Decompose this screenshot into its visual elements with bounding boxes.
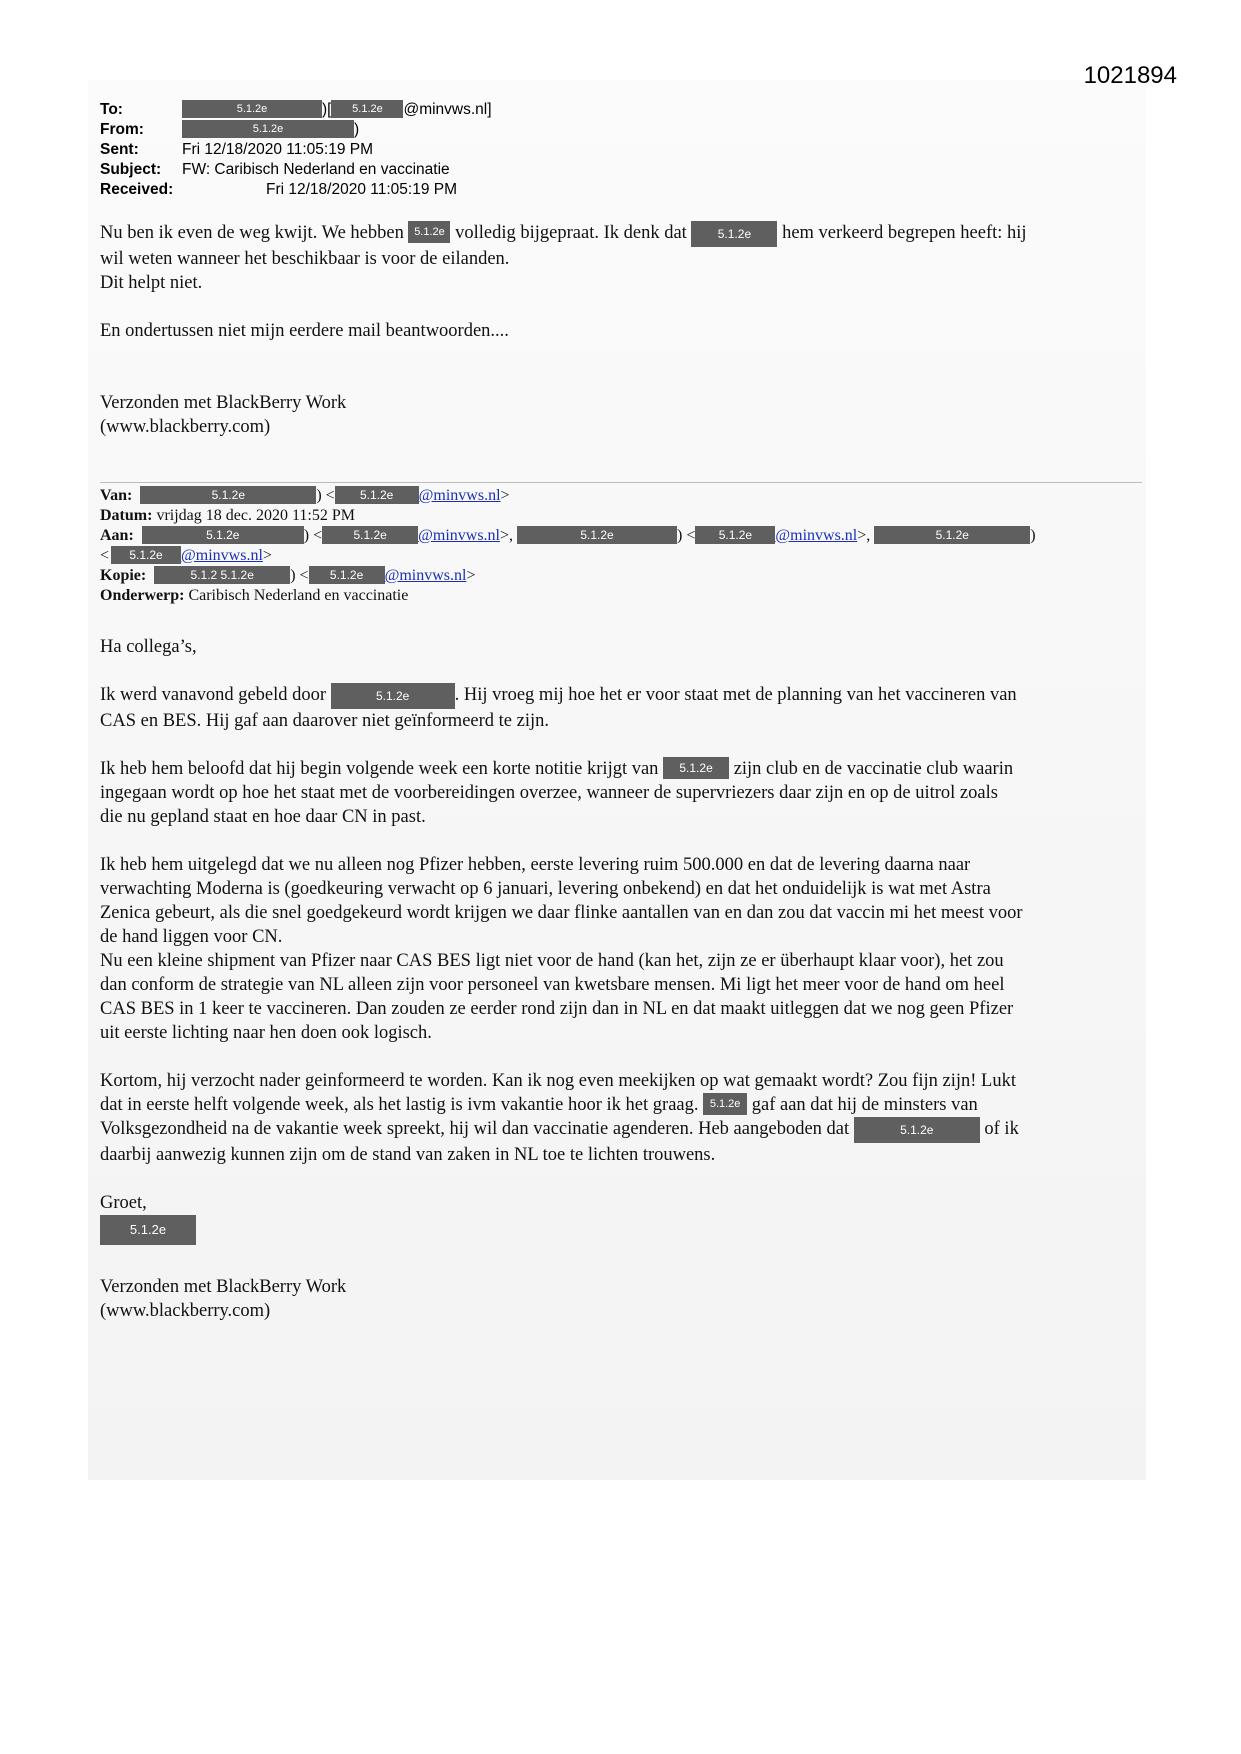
closing: Groet, bbox=[100, 1193, 147, 1213]
received-value: Fri 12/18/2020 11:05:19 PM bbox=[266, 181, 458, 198]
to-row bbox=[100, 100, 492, 120]
reply-line-3: Dit helpt niet. bbox=[100, 273, 203, 293]
redaction-box: 5.1.2e bbox=[663, 757, 729, 779]
redaction-box: 5.1.2e bbox=[331, 683, 455, 709]
redaction-box: 5.1.2e bbox=[408, 221, 450, 243]
reply-signature-2: (www.blackberry.com) bbox=[100, 417, 271, 437]
from-suffix: ) bbox=[354, 121, 360, 138]
redaction-box: 5.1.2e bbox=[111, 546, 181, 564]
received-row bbox=[100, 180, 492, 200]
paragraph-4-line-4: uit eerste lichting naar hen doen ook logisch. bbox=[100, 1023, 432, 1043]
redaction-box: 5.1.2e bbox=[182, 100, 322, 118]
paragraph-3-line-2: verwachting Moderna is (goedkeuring verwacht op 6 januari, levering onbekend) en dat het onduidelijk is wat met Astra bbox=[100, 879, 991, 899]
paragraph-3-line-3: Zenica gebeurt, als die snel goedgekeurd wordt krijgen we daar flinke aantallen van en dan zou dat vaccin mi het meest voor bbox=[100, 903, 1023, 923]
closing-signature bbox=[100, 1215, 1140, 1245]
datum-row: Datum: vrijdag 18 dec. 2020 11:52 PM bbox=[100, 507, 355, 524]
reply-body bbox=[100, 221, 1140, 439]
to-separator: )[ bbox=[322, 101, 332, 118]
redaction-box: 5.1.2e bbox=[517, 526, 677, 544]
paragraph-3-line-1: Ik heb hem uitgelegd dat we nu alleen nog Pfizer hebben, eerste levering ruim 500.000 en dat de levering daarna naar bbox=[100, 855, 971, 875]
email-link[interactable]: @minvws.nl bbox=[418, 487, 501, 504]
paragraph-4-line-3: CAS BES in 1 keer te vaccineren. Dan zouden ze eerder rond zijn dan in NL en dat maakt uitleggen dat we nog geen Pfizer bbox=[100, 999, 1014, 1019]
paragraph-3-line-4: de hand liggen voor CN. bbox=[100, 927, 283, 947]
subject-row bbox=[100, 160, 492, 180]
reply-line-1: Nu ben ik even de weg kwijt. We hebben 5.1.2e volledig bijgepraat. Ik denk dat 5.1.2e hem verkeerd begrepen heeft: hij bbox=[100, 221, 1140, 247]
received-label: Received: bbox=[100, 181, 174, 198]
email-link[interactable]: @minvws.nl bbox=[418, 527, 500, 544]
email-link[interactable]: @minvws.nl bbox=[384, 567, 467, 584]
body-signature-2: (www.blackberry.com) bbox=[100, 1301, 271, 1321]
paragraph-5-line-2: dat in eerste helft volgende week, als het lastig is ivm vakantie hoor ik het graag. 5.1.2e gaf aan dat hij de minsters van bbox=[100, 1095, 978, 1115]
paragraph-4-line-1: Nu een kleine shipment van Pfizer naar CAS BES ligt niet voor de hand (kan het, zijn ze er überhaupt klaar voor), het zou bbox=[100, 951, 1004, 971]
redaction-box: 5.1.2e bbox=[100, 1215, 196, 1245]
reply-line-4: En ondertussen niet mijn eerdere mail beantwoorden.... bbox=[100, 321, 509, 341]
sent-row bbox=[100, 140, 492, 160]
reply-line-2: wil weten wanneer het beschikbaar is voor de eilanden. bbox=[100, 249, 510, 269]
paragraph-1-line-2: CAS en BES. Hij gaf aan daarover niet geïnformeerd te zijn. bbox=[100, 711, 549, 731]
sent-value: Fri 12/18/2020 11:05:19 PM bbox=[182, 141, 374, 158]
aan-row: Aan: 5.1.2e ) < 5.1.2e @minvws.nl>, 5.1.2e ) < 5.1.2e @minvws.nl>, 5.1.2e ) bbox=[100, 527, 1036, 544]
subject-value: FW: Caribisch Nederland en vaccinatie bbox=[182, 161, 450, 178]
paragraph-4-line-2: dan conform de strategie van NL alleen zijn voor personeel van kwetsbare mensen. Mi ligt het meer voor de hand om heel bbox=[100, 975, 1005, 995]
paragraph-2-line-3: die nu gepland staat en hoe daar CN in past. bbox=[100, 807, 426, 827]
redaction-box: 5.1.2e bbox=[309, 566, 385, 584]
redaction-box: 5.1.2e bbox=[142, 526, 304, 544]
from-label: From: bbox=[100, 121, 144, 138]
from-row bbox=[100, 120, 492, 140]
email-link[interactable]: @minvws.nl bbox=[181, 547, 263, 564]
sent-label: Sent: bbox=[100, 141, 139, 158]
body-signature-1: Verzonden met BlackBerry Work bbox=[100, 1277, 347, 1297]
greeting: Ha collega’s, bbox=[100, 637, 197, 657]
paragraph-5-line-3: Volksgezondheid na de vakantie week spreekt, hij wil dan vaccinatie agenderen. Heb aangeboden dat 5.1.2e of ik bbox=[100, 1117, 1140, 1143]
onderwerp-row: Onderwerp: Caribisch Nederland en vaccinatie bbox=[100, 587, 409, 604]
forward-divider bbox=[100, 482, 1142, 483]
reply-signature-1: Verzonden met BlackBerry Work bbox=[100, 393, 347, 413]
redaction-box: 5.1.2e bbox=[140, 486, 316, 504]
paragraph-5-line-4: daarbij aanwezig kunnen zijn om de stand van zaken in NL toe te lichten trouwens. bbox=[100, 1145, 716, 1165]
redaction-box: 5.1.2e bbox=[335, 486, 419, 504]
document-number: 1021894 bbox=[1083, 62, 1177, 89]
redaction-box: 5.1.2e bbox=[874, 526, 1030, 544]
paragraph-2-line-2: ingegaan wordt op hoe het staat met de voorbereidingen overzee, wanneer de supervriezers daar zijn en op de uitrol zoals bbox=[100, 783, 998, 803]
redaction-box: 5.1.2e bbox=[854, 1117, 980, 1143]
redaction-box: 5.1.2e bbox=[182, 120, 354, 138]
redaction-box: 5.1.2 5.1.2e bbox=[154, 566, 290, 584]
email-link[interactable]: @minvws.nl bbox=[775, 527, 858, 544]
email-header bbox=[100, 100, 492, 200]
redaction-box: 5.1.2e bbox=[691, 221, 777, 247]
redaction-box: 5.1.2e bbox=[331, 100, 403, 118]
to-label: To: bbox=[100, 101, 123, 118]
van-row: Van: 5.1.2e ) < 5.1.2e @minvws.nl> bbox=[100, 487, 510, 504]
aan-row-cont: < 5.1.2e @minvws.nl> bbox=[100, 547, 272, 564]
redaction-box: 5.1.2e bbox=[322, 526, 418, 544]
to-domain: @minvws.nl] bbox=[403, 101, 492, 118]
paragraph-2: Ik heb hem beloofd dat hij begin volgende week een korte notitie krijgt van 5.1.2e zijn club en de vaccinatie club waarin bbox=[100, 759, 1014, 779]
redaction-box: 5.1.2e bbox=[703, 1093, 747, 1115]
forward-header bbox=[100, 486, 1036, 606]
paragraph-5-line-1: Kortom, hij verzocht nader geinformeerd te worden. Kan ik nog even meekijken op wat gemaakt wordt? Zou fijn zijn! Lukt bbox=[100, 1071, 1016, 1091]
forward-body bbox=[100, 635, 1140, 1323]
paragraph-1: Ik werd vanavond gebeld door 5.1.2e . Hij vroeg mij hoe het er voor staat met de planning van het vaccineren van bbox=[100, 683, 1140, 709]
kopie-row: Kopie: 5.1.2 5.1.2e ) < 5.1.2e @minvws.nl> bbox=[100, 567, 476, 584]
redaction-box: 5.1.2e bbox=[695, 526, 775, 544]
subject-label: Subject: bbox=[100, 161, 162, 178]
